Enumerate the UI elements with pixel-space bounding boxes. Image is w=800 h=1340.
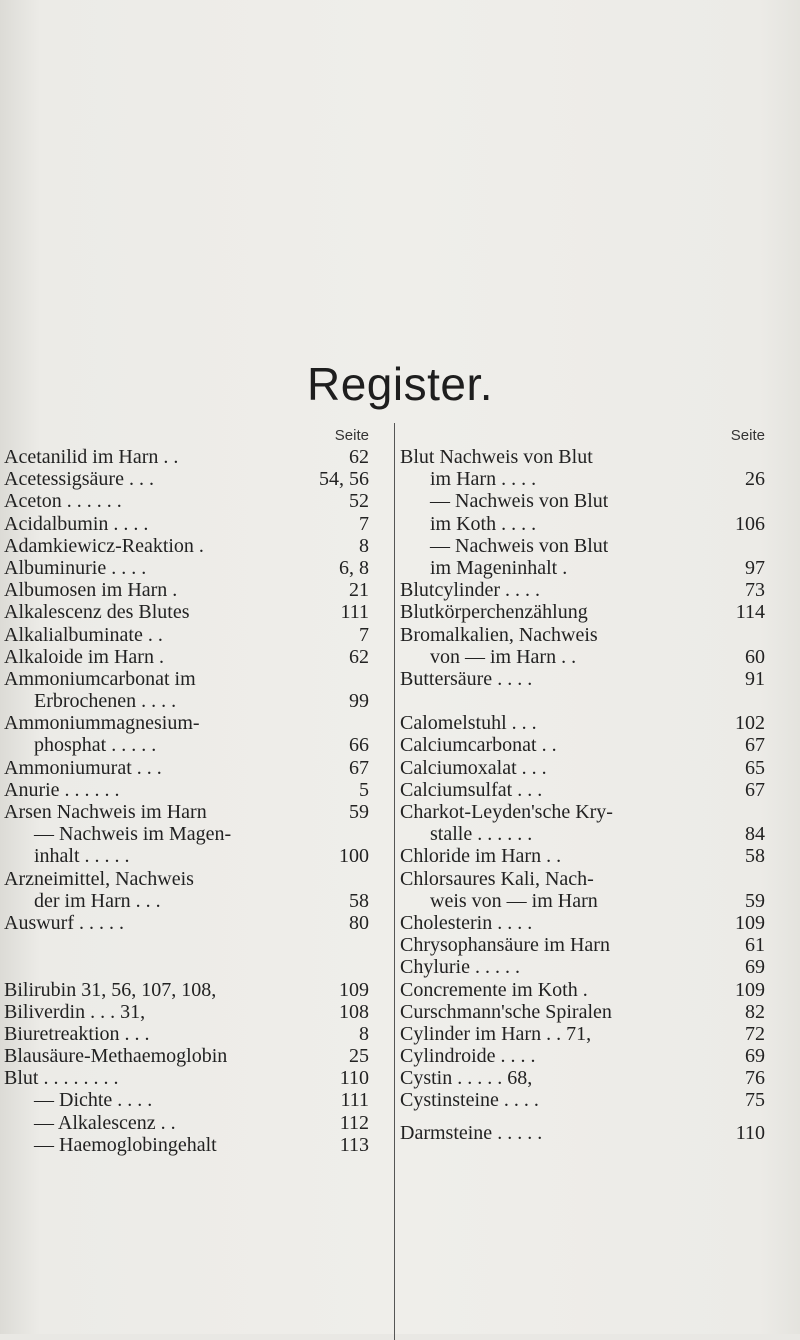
index-entry: [4, 557, 369, 579]
entry-term: inhalt . . . . .: [34, 845, 130, 868]
index-entry: [400, 1067, 765, 1089]
index-entry: [400, 1089, 765, 1111]
entry-page: 21: [349, 579, 369, 602]
entry-term: Cystin . . . . . 68,: [400, 1067, 533, 1090]
entry-term: — Haemoglobingehalt: [34, 1133, 217, 1156]
entry-page: 97: [745, 556, 765, 579]
entry-page: 6, 8: [339, 556, 369, 579]
entry-page: 25: [349, 1045, 369, 1068]
entry-term: Darmsteine . . . . .: [400, 1121, 543, 1144]
index-entry: [400, 845, 765, 867]
index-entry: [4, 1067, 369, 1089]
index-entry: [400, 868, 765, 890]
entry-term: phosphat . . . . .: [34, 734, 157, 757]
index-entry: [400, 956, 765, 978]
index-entry: [400, 979, 765, 1001]
entry-term: Charkot-Leyden'sche Kry-: [400, 801, 613, 823]
index-entry: [400, 934, 765, 956]
index-entry: [400, 579, 765, 601]
entry-page: 61: [745, 934, 765, 957]
entry-term: Concremente im Koth .: [400, 978, 588, 1001]
entry-page: 59: [349, 801, 369, 823]
index-entry: [400, 513, 765, 535]
entry-page: 67: [349, 756, 369, 779]
entry-page: 108: [339, 1000, 369, 1023]
entry-term: Buttersäure . . . .: [400, 667, 533, 690]
index-entry: [4, 801, 369, 823]
index-entry: [400, 712, 765, 734]
entry-term: Cylinder im Harn . . 71,: [400, 1022, 592, 1045]
entry-page: 67: [745, 734, 765, 757]
index-entry: [400, 801, 765, 823]
entry-term: Calciumoxalat . . .: [400, 756, 547, 779]
index-entry: [4, 979, 369, 1001]
index-entry: [4, 1134, 369, 1156]
left-column: [4, 426, 369, 1156]
entry-page: 60: [745, 645, 765, 668]
entry-term: Aceton . . . . . .: [4, 490, 122, 513]
entry-page: 99: [349, 690, 369, 713]
index-entry: [4, 734, 369, 756]
entry-page: 8: [359, 1022, 369, 1045]
left-entries-b: [4, 979, 369, 1157]
entry-term: der im Harn . . .: [34, 889, 161, 912]
index-entry: [4, 624, 369, 646]
right-entries-c: [400, 712, 765, 1111]
entry-term: Blutcylinder . . . .: [400, 579, 540, 602]
index-entry: [4, 601, 369, 623]
index-entry: [400, 757, 765, 779]
entry-term: Ammoniumurat . . .: [4, 756, 162, 779]
entry-term: Biuretreaktion . . .: [4, 1022, 150, 1045]
index-entry: [4, 823, 369, 845]
entry-term: Erbrochenen . . . .: [34, 690, 177, 713]
entry-page: 113: [339, 1133, 369, 1156]
index-entry: [4, 779, 369, 801]
entry-term: Ammoniummagnesium-: [4, 712, 200, 735]
index-entry: [400, 490, 765, 512]
entry-page: 112: [339, 1111, 369, 1134]
entry-term: Acetanilid im Harn . .: [4, 446, 179, 468]
index-entry: [4, 490, 369, 512]
entry-page: 111: [340, 1089, 369, 1112]
entry-page: 111: [340, 601, 369, 624]
entry-term: Calciumsulfat . . .: [400, 778, 543, 801]
entry-term: im Mageninhalt .: [430, 556, 568, 579]
index-entry: [400, 446, 765, 468]
index-entry: [4, 646, 369, 668]
index-entry: [400, 1122, 765, 1144]
entry-page: 69: [745, 1045, 765, 1068]
index-entry: [4, 535, 369, 557]
entry-page: 62: [349, 446, 369, 468]
entry-page: 67: [745, 778, 765, 801]
right-column: [400, 426, 765, 1144]
entry-page: 66: [349, 734, 369, 757]
entry-page: 69: [745, 956, 765, 979]
entry-page: 82: [745, 1000, 765, 1023]
index-entry: [4, 712, 369, 734]
index-entry: [400, 1045, 765, 1067]
index-entry: [4, 468, 369, 490]
entry-term: Chylurie . . . . .: [400, 956, 520, 979]
index-entry: [4, 912, 369, 934]
entry-page: 54, 56: [319, 468, 369, 491]
entry-term: weis von — im Harn: [430, 889, 598, 912]
index-entry: [4, 1023, 369, 1045]
entry-term: Blut Nachweis von Blut: [400, 446, 593, 468]
entry-term: Chloride im Harn . .: [400, 845, 562, 868]
index-entry: [400, 912, 765, 934]
right-entries-d: [400, 1122, 765, 1144]
index-entry: [4, 513, 369, 535]
entry-page: 76: [745, 1067, 765, 1090]
index-entry: [4, 579, 369, 601]
entry-page: 26: [745, 468, 765, 491]
entry-term: Cholesterin . . . .: [400, 911, 533, 934]
index-entry: [4, 1089, 369, 1111]
entry-term: Ammoniumcarbonat im: [4, 667, 196, 690]
entry-page: 75: [745, 1089, 765, 1112]
index-entry: [4, 690, 369, 712]
entry-term: Bromalkalien, Nachweis: [400, 623, 598, 646]
entry-term: Acetessigsäure . . .: [4, 468, 154, 491]
entry-term: — Nachweis von Blut: [430, 534, 609, 557]
seite-header-left: Seite: [334, 427, 369, 444]
entry-term: — Alkalescenz . .: [34, 1111, 176, 1134]
index-entry: [4, 890, 369, 912]
entry-term: Cystinsteine . . . .: [400, 1089, 539, 1112]
entry-term: Alkalialbuminate . .: [4, 623, 163, 646]
entry-page: 59: [745, 889, 765, 912]
index-entry: [400, 624, 765, 646]
entry-page: 110: [339, 1067, 369, 1090]
entry-page: 106: [735, 512, 765, 535]
index-entry: [4, 668, 369, 690]
entry-term: Adamkiewicz-Reaktion .: [4, 534, 204, 557]
entry-page: 109: [339, 978, 369, 1001]
index-entry: [400, 1001, 765, 1023]
entry-term: Blausäure-Methaemoglobin: [4, 1045, 228, 1068]
entry-page: 102: [735, 712, 765, 735]
entry-page: 80: [349, 911, 369, 934]
index-entry: [400, 779, 765, 801]
entry-term: im Koth . . . .: [430, 512, 537, 535]
entry-page: 5: [359, 778, 369, 801]
index-entry: [400, 668, 765, 690]
entry-page: 109: [735, 911, 765, 934]
entry-term: im Harn . . . .: [430, 468, 537, 491]
entry-term: — Nachweis von Blut: [430, 490, 609, 513]
index-entry: [400, 734, 765, 756]
entry-page: 100: [339, 845, 369, 868]
entry-page: 72: [745, 1022, 765, 1045]
entry-term: Arsen Nachweis im Harn: [4, 801, 207, 823]
entry-term: Chlorsaures Kali, Nach-: [400, 867, 594, 890]
entry-term: — Dichte . . . .: [34, 1089, 153, 1112]
entry-term: Albuminurie . . . .: [4, 556, 147, 579]
entry-term: Cylindroide . . . .: [400, 1045, 536, 1068]
entry-term: Bilirubin 31, 56, 107, 108,: [4, 978, 217, 1001]
index-entry: [400, 535, 765, 557]
entry-term: Curschmann'sche Spiralen: [400, 1000, 612, 1023]
section-gap: [4, 934, 369, 978]
index-entry: [400, 468, 765, 490]
entry-term: stalle . . . . . .: [430, 823, 533, 846]
page-title: Register.: [306, 357, 494, 410]
entry-term: Calciumcarbonat . .: [400, 734, 557, 757]
entry-page: 114: [735, 601, 765, 624]
entry-page: 7: [359, 512, 369, 535]
entry-term: Acidalbumin . . . .: [4, 512, 149, 535]
entry-page: 7: [359, 623, 369, 646]
index-entry: [4, 1112, 369, 1134]
index-entry: [400, 646, 765, 668]
entry-page: 73: [745, 579, 765, 602]
entry-term: Anurie . . . . . .: [4, 778, 120, 801]
entry-page: 58: [745, 845, 765, 868]
index-entry: [400, 1023, 765, 1045]
index-entry: [400, 890, 765, 912]
entry-term: Alkaloide im Harn .: [4, 645, 164, 668]
seite-header-right: Seite: [730, 427, 765, 444]
entry-term: — Nachweis im Magen-: [34, 823, 232, 846]
section-gap: [400, 690, 765, 712]
entry-page: 91: [745, 667, 765, 690]
entry-term: Blut . . . . . . . .: [4, 1067, 119, 1090]
entry-page: 8: [359, 534, 369, 557]
entry-page: 109: [735, 978, 765, 1001]
entry-page: 84: [745, 823, 765, 846]
index-entry: [4, 1001, 369, 1023]
index-entry: [400, 601, 765, 623]
entry-term: Calomelstuhl . . .: [400, 712, 537, 735]
column-divider: [394, 423, 395, 1340]
entry-term: Arzneimittel, Nachweis: [4, 867, 194, 890]
index-entry: [4, 1045, 369, 1067]
right-entries-a: [400, 446, 765, 690]
entry-page: 58: [349, 889, 369, 912]
entry-term: Biliverdin . . . 31,: [4, 1000, 146, 1023]
index-entry: [400, 557, 765, 579]
entry-page: 52: [349, 490, 369, 513]
entry-term: Alkalescenz des Blutes: [4, 601, 190, 624]
index-entry: [400, 823, 765, 845]
entry-term: Auswurf . . . . .: [4, 911, 124, 934]
left-entries-a: [4, 446, 369, 934]
index-entry: [4, 868, 369, 890]
entry-page: 65: [745, 756, 765, 779]
entry-term: Blutkörperchenzählung: [400, 601, 588, 624]
entry-term: Albumosen im Harn .: [4, 579, 178, 602]
entry-term: Chrysophansäure im Harn: [400, 934, 610, 957]
entry-term: von — im Harn . .: [430, 645, 577, 668]
index-entry: [4, 845, 369, 867]
index-entry: [4, 446, 369, 468]
section-gap: [400, 1112, 765, 1122]
entry-page: 110: [735, 1121, 765, 1144]
entry-page: 62: [349, 645, 369, 668]
index-entry: [4, 757, 369, 779]
